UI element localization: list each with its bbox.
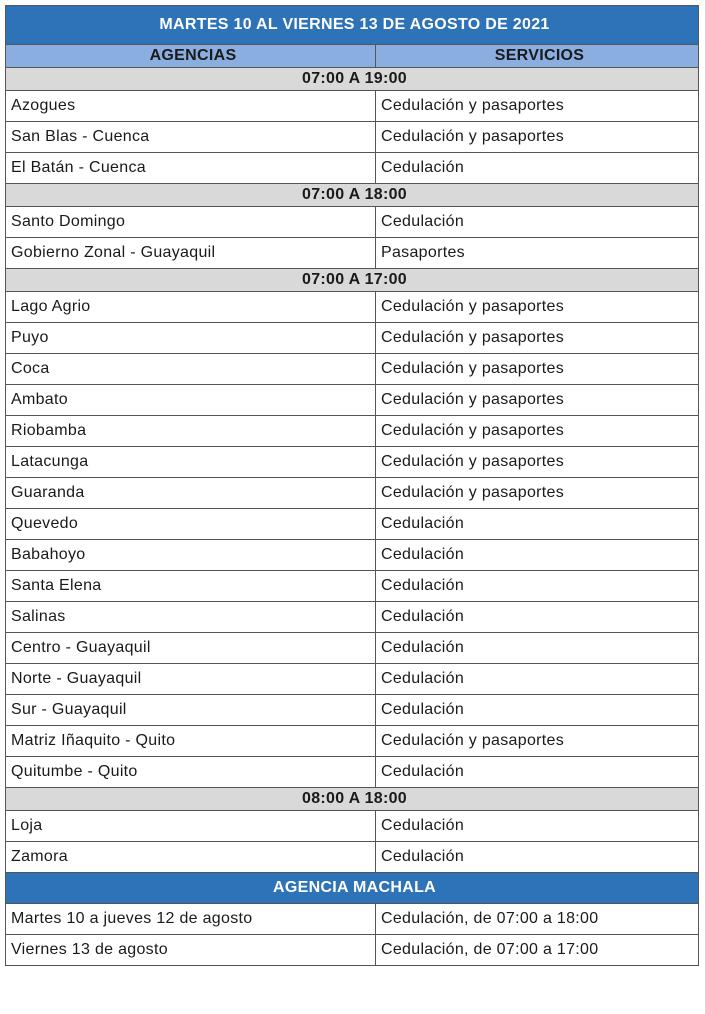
table-row xyxy=(6,207,699,238)
agency-cell: Lago Agrio xyxy=(6,292,376,323)
hours-row xyxy=(6,68,699,91)
service-cell: Cedulación xyxy=(376,633,699,664)
service-cell: Cedulación xyxy=(376,571,699,602)
table-row xyxy=(6,153,699,184)
agency-cell: Quevedo xyxy=(6,509,376,540)
table-row xyxy=(6,478,699,509)
agency-cell: Babahoyo xyxy=(6,540,376,571)
service-cell: Cedulación, de 07:00 a 18:00 xyxy=(376,904,699,935)
table-row xyxy=(6,447,699,478)
table-row xyxy=(6,385,699,416)
service-cell: Cedulación y pasaportes xyxy=(376,323,699,354)
table-row xyxy=(6,416,699,447)
service-cell: Cedulación y pasaportes xyxy=(376,726,699,757)
agency-cell: Azogues xyxy=(6,91,376,122)
agency-cell: Coca xyxy=(6,354,376,385)
agency-cell: Puyo xyxy=(6,323,376,354)
title-row xyxy=(6,6,699,45)
service-cell: Cedulación xyxy=(376,811,699,842)
table-row xyxy=(6,904,699,935)
table-row xyxy=(6,664,699,695)
header-servicios: SERVICIOS xyxy=(376,45,699,68)
table-row xyxy=(6,757,699,788)
service-cell: Cedulación xyxy=(376,695,699,726)
hours-row xyxy=(6,184,699,207)
table-row xyxy=(6,602,699,633)
service-cell: Cedulación xyxy=(376,153,699,184)
table-row xyxy=(6,695,699,726)
table-row xyxy=(6,633,699,664)
service-cell: Cedulación y pasaportes xyxy=(376,292,699,323)
hours-label: 07:00 A 17:00 xyxy=(6,269,699,292)
agency-cell: Centro - Guayaquil xyxy=(6,633,376,664)
agency-cell: Latacunga xyxy=(6,447,376,478)
table-row xyxy=(6,509,699,540)
service-cell: Cedulación y pasaportes xyxy=(376,91,699,122)
service-cell: Cedulación y pasaportes xyxy=(376,416,699,447)
agency-cell: Loja xyxy=(6,811,376,842)
agency-cell: Santo Domingo xyxy=(6,207,376,238)
service-cell: Cedulación xyxy=(376,757,699,788)
agency-cell: Zamora xyxy=(6,842,376,873)
table-row xyxy=(6,122,699,153)
agency-cell: Riobamba xyxy=(6,416,376,447)
service-cell: Cedulación xyxy=(376,509,699,540)
agency-cell: Sur - Guayaquil xyxy=(6,695,376,726)
table-title: MARTES 10 AL VIERNES 13 DE AGOSTO DE 2021 xyxy=(6,6,699,45)
service-cell: Cedulación y pasaportes xyxy=(376,354,699,385)
date-cell: Martes 10 a jueves 12 de agosto xyxy=(6,904,376,935)
hours-row xyxy=(6,788,699,811)
machala-title-row xyxy=(6,873,699,904)
service-cell: Cedulación y pasaportes xyxy=(376,478,699,509)
service-cell: Cedulación xyxy=(376,602,699,633)
service-cell: Cedulación y pasaportes xyxy=(376,447,699,478)
agency-cell: Quitumbe - Quito xyxy=(6,757,376,788)
table-row xyxy=(6,935,699,966)
hours-label: 07:00 A 18:00 xyxy=(6,184,699,207)
table-row xyxy=(6,571,699,602)
agency-cell: Ambato xyxy=(6,385,376,416)
table-row xyxy=(6,238,699,269)
table-row xyxy=(6,292,699,323)
header-agencias: AGENCIAS xyxy=(6,45,376,68)
agency-cell: Norte - Guayaquil xyxy=(6,664,376,695)
schedule-table xyxy=(5,5,699,966)
service-cell: Cedulación xyxy=(376,540,699,571)
agency-cell: Salinas xyxy=(6,602,376,633)
agency-cell: Santa Elena xyxy=(6,571,376,602)
service-cell: Pasaportes xyxy=(376,238,699,269)
service-cell: Cedulación y pasaportes xyxy=(376,385,699,416)
agency-cell: Gobierno Zonal - Guayaquil xyxy=(6,238,376,269)
column-headers xyxy=(6,45,699,68)
agency-cell: Guaranda xyxy=(6,478,376,509)
table-row xyxy=(6,354,699,385)
table-row xyxy=(6,91,699,122)
service-cell: Cedulación xyxy=(376,664,699,695)
table-row xyxy=(6,323,699,354)
hours-label: 08:00 A 18:00 xyxy=(6,788,699,811)
agency-cell: Matriz Iñaquito - Quito xyxy=(6,726,376,757)
service-cell: Cedulación y pasaportes xyxy=(376,122,699,153)
schedule-body xyxy=(6,6,699,966)
service-cell: Cedulación xyxy=(376,207,699,238)
hours-label: 07:00 A 19:00 xyxy=(6,68,699,91)
table-row xyxy=(6,811,699,842)
table-row xyxy=(6,842,699,873)
service-cell: Cedulación, de 07:00 a 17:00 xyxy=(376,935,699,966)
table-row xyxy=(6,726,699,757)
agency-cell: El Batán - Cuenca xyxy=(6,153,376,184)
hours-row xyxy=(6,269,699,292)
service-cell: Cedulación xyxy=(376,842,699,873)
machala-title: AGENCIA MACHALA xyxy=(6,873,699,904)
table-row xyxy=(6,540,699,571)
agency-cell: San Blas - Cuenca xyxy=(6,122,376,153)
date-cell: Viernes 13 de agosto xyxy=(6,935,376,966)
